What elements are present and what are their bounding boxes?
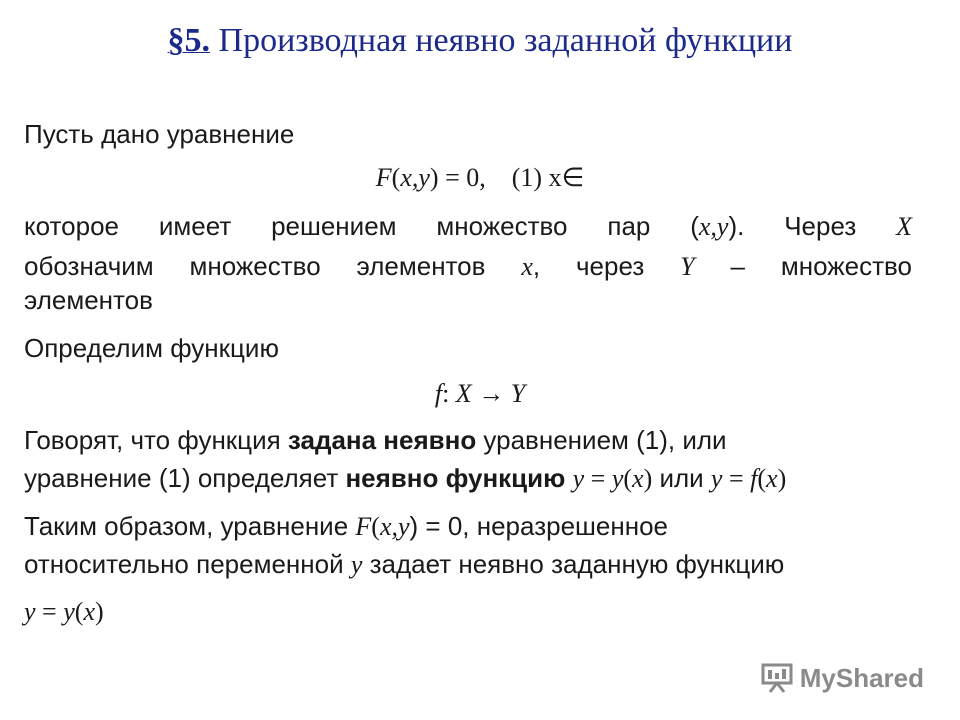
line9-x1: x xyxy=(632,464,644,493)
line12-y2: y xyxy=(63,597,75,626)
line9-x2: x xyxy=(766,464,778,493)
line10-paren-open: ( xyxy=(371,512,380,541)
line9-paren1-open: ( xyxy=(623,464,633,493)
text-line-10 xyxy=(24,510,912,543)
equation-2 xyxy=(0,378,960,410)
line10-part-a: Таким образом, уравнение xyxy=(24,511,356,541)
text-line-4 xyxy=(24,250,912,283)
text-line-9 xyxy=(24,462,912,495)
line5-text: элементов xyxy=(24,285,153,315)
eq2-colon: : xyxy=(442,379,456,408)
eq1-args: x,y xyxy=(400,163,430,192)
watermark-text: MyShared xyxy=(799,662,924,693)
text-line-5 xyxy=(24,284,912,316)
text-line-11 xyxy=(24,548,912,581)
line9-part-a: уравнение (1) определяет xyxy=(24,463,346,493)
line11-part-b: задает неявно заданную функцию xyxy=(362,549,785,579)
line9-paren1-close: ) xyxy=(643,464,653,493)
eq1-F: F xyxy=(375,163,392,192)
line9-bold: неявно функцию xyxy=(345,463,566,493)
line9-y3: y xyxy=(710,464,723,493)
title-text: Производная неявно заданной функции xyxy=(218,22,793,59)
eq2-Y: Y xyxy=(510,379,526,408)
line9-y1: y xyxy=(572,464,585,493)
line4-Y: Y xyxy=(680,252,695,281)
line3-X: X xyxy=(896,212,912,241)
line10-F: F xyxy=(355,512,372,541)
eq1-paren-close: ) xyxy=(429,163,439,192)
presentation-board-icon xyxy=(760,662,794,694)
line9-paren2-open: ( xyxy=(757,464,767,493)
line9-or: или xyxy=(652,463,711,493)
line4-part-b: , через xyxy=(532,251,681,281)
line8-part-a: Говорят, что функция xyxy=(24,425,288,455)
line9-eq2: = xyxy=(722,464,751,493)
line9-f: f xyxy=(750,464,758,493)
line3-xy: x,y xyxy=(698,212,729,241)
section-number: §5. xyxy=(167,22,211,59)
line6-text: Определим функцию xyxy=(24,333,279,363)
text-line-6 xyxy=(24,332,912,364)
line12-x: x xyxy=(83,597,95,626)
line9-y2: y xyxy=(611,464,624,493)
line8-bold: задана неявно xyxy=(287,425,477,455)
line12-paren-open: ( xyxy=(74,597,84,626)
line1-text: Пусть дано уравнение xyxy=(24,119,295,149)
line9-eq1: = xyxy=(584,464,612,493)
text-line-8 xyxy=(24,424,912,456)
line9-paren2-close: ) xyxy=(777,464,787,493)
line12-eq: = xyxy=(35,597,64,626)
line10-part-b: ) = 0, неразрешенное xyxy=(409,511,668,541)
line4-part-c: – множество xyxy=(694,251,912,281)
line3-part-b: ). Через xyxy=(728,211,897,241)
text-line-12 xyxy=(24,596,912,628)
line4-x: x xyxy=(521,252,533,281)
eq1-paren-open: ( xyxy=(391,163,401,192)
text-line-3 xyxy=(24,210,912,243)
line10-xy: x,y xyxy=(379,512,410,541)
eq2-f: f xyxy=(434,379,443,408)
line11-y: y xyxy=(350,550,363,579)
eq1-rest: = 0, (1) x∈ xyxy=(438,163,585,192)
watermark xyxy=(760,662,924,694)
line8-part-b: уравнением (1), или xyxy=(476,425,727,455)
eq2-arrow: → xyxy=(471,379,511,408)
line11-part-a: относительно переменной xyxy=(24,549,351,579)
line4-part-a: обозначим множество элементов xyxy=(24,251,522,281)
text-line-1 xyxy=(24,118,912,150)
equation-1 xyxy=(0,162,960,194)
slide-title xyxy=(0,22,960,60)
line3-part-a: которое имеет решением множество пар ( xyxy=(24,211,699,241)
eq2-X: X xyxy=(455,379,472,408)
line12-paren-close: ) xyxy=(94,597,104,626)
line12-y: y xyxy=(24,597,36,626)
